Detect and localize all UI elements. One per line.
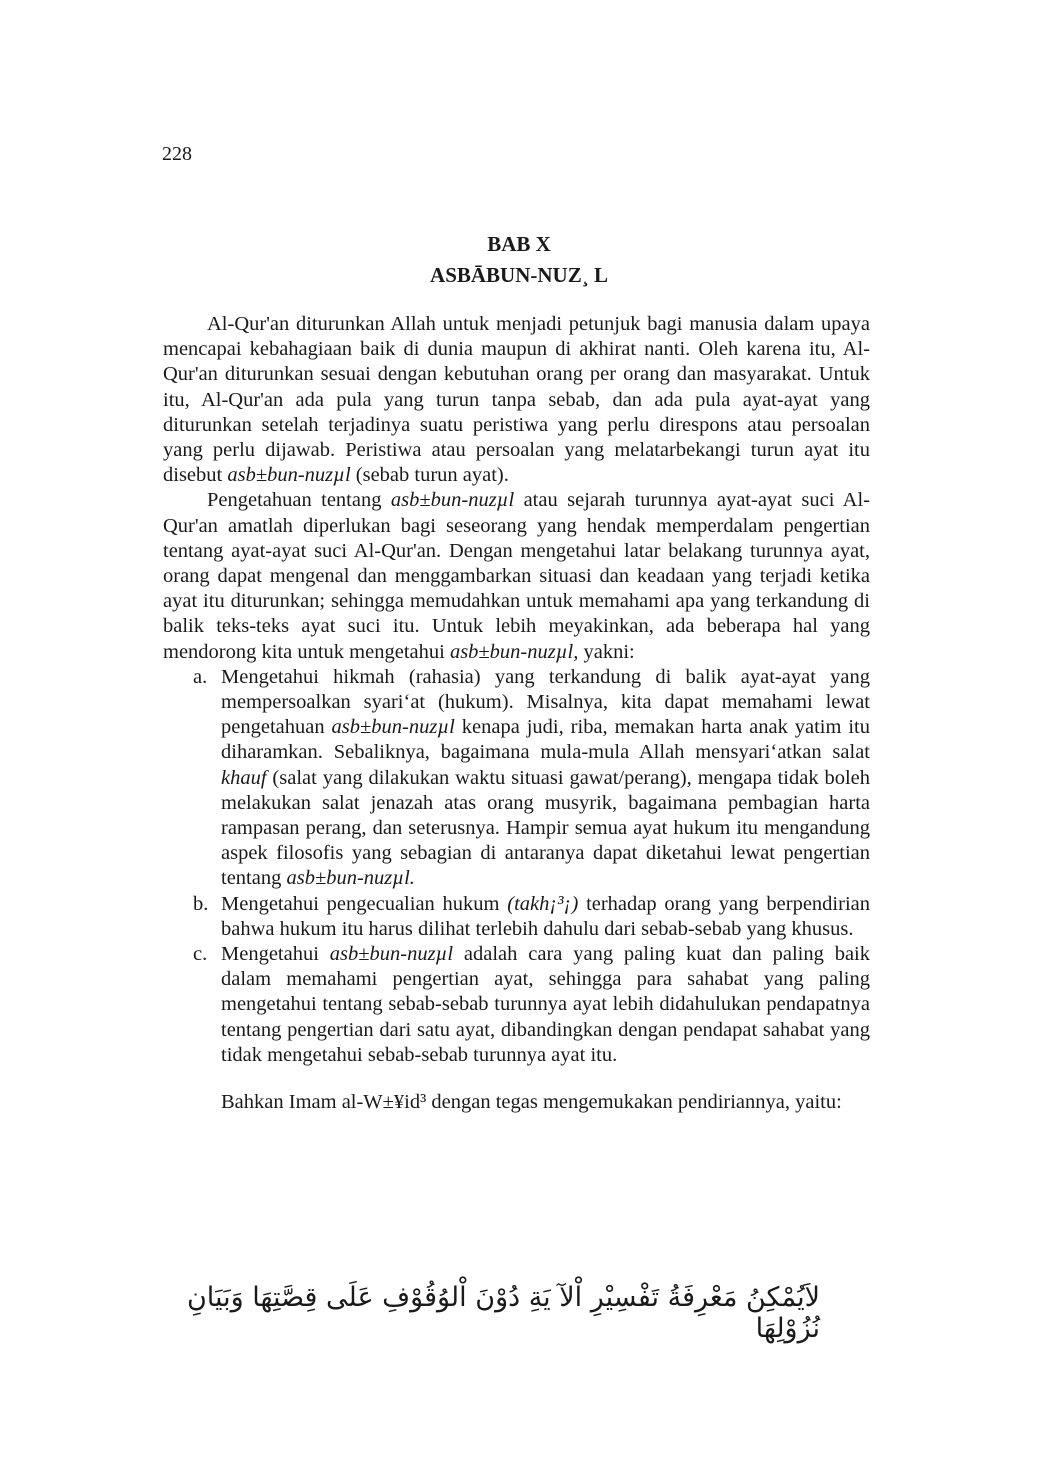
italic-term: asb±bun-nuzµl (390, 489, 515, 512)
closing-paragraph: Bahkan Imam al-W±¥id³ dengan tegas mengemukakan pendiriannya, yaitu: (221, 1091, 842, 1114)
item-text: Mengetahui (221, 943, 330, 966)
paragraph-2 (163, 488, 870, 664)
item-text: terhadap orang yang berpendirian bahwa hukum itu harus dilihat terlebih dahulu dari sebab-sebab yang khusus. (221, 892, 870, 940)
reasons-list (163, 665, 870, 1068)
paragraph-text: (sebab turun ayat). (350, 464, 509, 487)
chapter-title: ASBĀBUN-NUZ¸ L (430, 263, 608, 287)
italic-term: khauf (221, 766, 267, 789)
paragraph-text: Pengetahuan tentang (207, 489, 391, 512)
paragraph-text: Al-Qur'an diturunkan Allah untuk menjadi petunjuk bagi manusia dalam upaya mencapai kebahagiaan baik di dunia maupun di akhirat nanti. Oleh karena itu, Al-Qur'an diturunkan sesuai dengan kebutuhan orang per orang dan masyarakat. Untuk itu, Al-Qur'an ada pula yang turun tanpa sebab, dan ada pula ayat-ayat yang diturunkan setelah terjadinya suatu peristiwa yang perlu direspons atau persoalan yang perlu dijawab. Peristiwa atau persoalan yang melatarbekangi turun ayat itu disebut (163, 313, 870, 487)
list-marker: b. (193, 892, 209, 915)
italic-term: (takh¡³¡) (507, 892, 579, 915)
italic-term: asb±bun-nuzµl. (286, 867, 415, 890)
paragraph-text: atau sejarah turunnya ayat-ayat suci Al-Qur'an amatlah diperlukan bagi seseorang yang hendak memperdalam pengertian tentang ayat-ayat suci Al-Qur'an. Dengan mengetahui latar belakang turunnya ayat, orang dapat mengenal dan menggambarkan situasi dan keadaan yang terjadi ketika ayat itu diturunkan; sehingga memudahkan untuk memahami apa yang terkandung di balik teks-teks ayat suci itu. Untuk lebih meyakinkan, ada beberapa hal yang mendorong kita untuk mengetahui (163, 489, 870, 663)
italic-term: asb±bun-nuzµl (329, 943, 454, 966)
list-marker: c. (193, 943, 208, 966)
item-text: (salat yang dilakukan waktu situasi gawat/perang), mengapa tidak boleh melakukan salat jenazah atas orang musyrik, bagaimana pembagian harta rampasan perang, dan seterusnya. Hampir semua ayat hukum itu mengandung aspek filosofis yang sebagian di antaranya dapat diketahui lewat pengertian tentang (221, 766, 870, 890)
italic-term: asb±bun-nuzµl (331, 716, 455, 739)
paragraph-1 (163, 312, 870, 488)
list-item (163, 892, 870, 942)
italic-term: asb±bun-nuzµl (227, 464, 351, 487)
arabic-quote: لاَيُمْكِنُ مَعْرِفَةُ تَفْسِيْرِ اْلآ يَةِ دُوْنَ اْلوُقُوْفِ عَلَى قِصَّتِهَا وَبَيَانِ نُزُوْلِهَا (186, 1282, 820, 1344)
item-text: adalah cara yang paling kuat dan paling baik dalam memahami pengertian ayat, sehingga para sahabat yang paling mengetahui tentang sebab-sebab turunnya ayat lebih didahulukan pendapatnya tentang pengertian dari satu ayat, dibandingkan dengan pendapat sahabat yang tidak mengetahui sebab-sebab turunnya ayat itu. (221, 943, 870, 1066)
list-marker: a. (193, 665, 208, 688)
paragraph-text: yakni: (578, 640, 635, 663)
list-item (163, 665, 870, 892)
item-text: Mengetahui hikmah (rahasia) yang terkandung di balik ayat-ayat yang mempersoalkan syari‘at (hukum). Misalnya, kita dapat memahami lewat pengetahuan (221, 665, 870, 739)
italic-term: asb±bun-nuzµl, (449, 640, 579, 663)
chapter-label: BAB X (487, 232, 551, 256)
item-text: kenapa judi, riba, memakan harta anak yatim itu diharamkan. Sebaliknya, bagaimana mula-mula Allah mensyari‘atkan salat (221, 716, 870, 764)
body-text (163, 312, 870, 1115)
page-number: 228 (162, 143, 192, 165)
list-item (163, 942, 870, 1068)
item-text: Mengetahui pengecualian hukum (221, 892, 508, 915)
